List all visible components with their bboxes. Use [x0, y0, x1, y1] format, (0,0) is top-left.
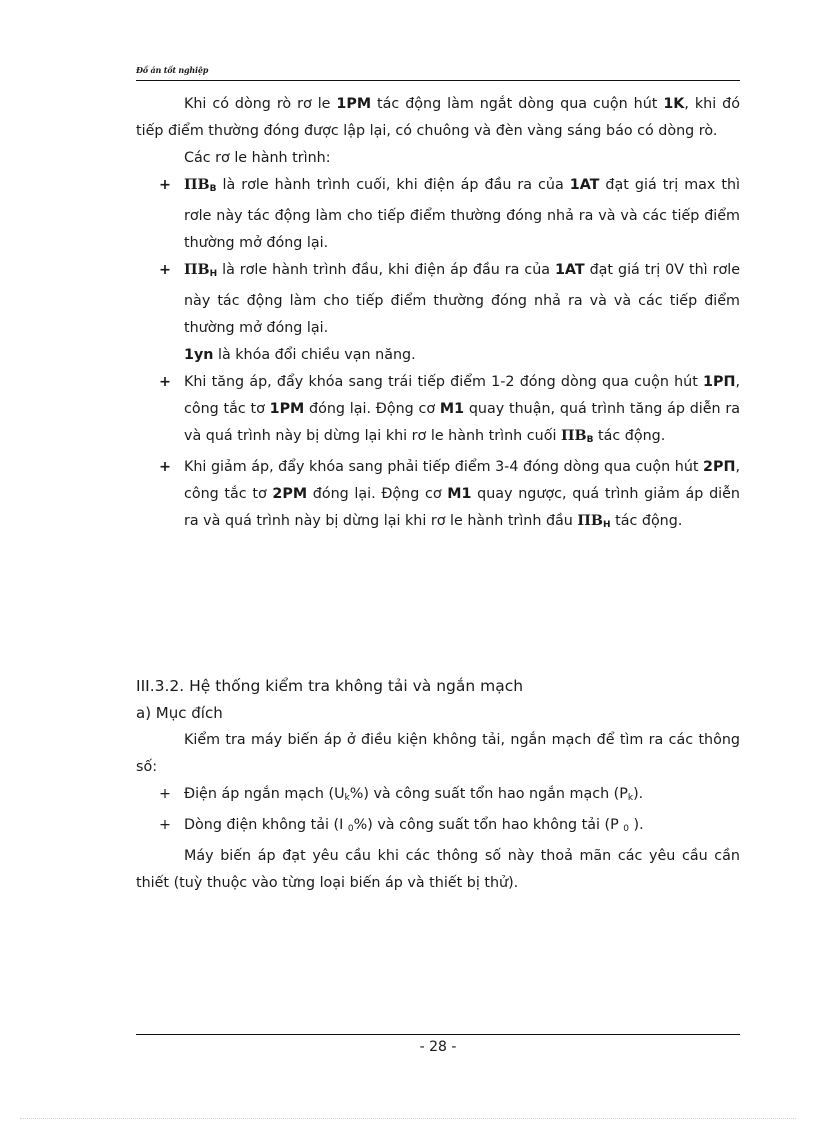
bullet-marker: +	[159, 459, 171, 475]
paragraph: Các rơ le hành trình:	[184, 150, 331, 166]
running-header: Đồ án tốt nghiệp	[136, 65, 209, 75]
page-number: - 28 -	[419, 1039, 457, 1055]
bullet-item: + Khi tăng áp, đẩy khóa sang trái tiếp điểm 1-2 đóng dòng qua cuộn hút 1PП, công tắc tơ 1PM đóng lại. Động cơ M1 quay thuận, quá trình tăng áp diễn ra và quá trình này bị dừng lại khi rơ le hành trình cuối $ПВ_B$ tác động.	[136, 369, 740, 454]
bullet-item: + Điện áp ngắn mạch (Uk%) và công suất tổn hao ngắn mạch (Pk).	[136, 781, 740, 812]
bullet-item: + $ПВ_H$ là rơle hành trình đầu, khi điện áp đầu ra của 1AT đạt giá trị 0V thì rơle này tác động làm cho tiếp điểm thường đóng nhả ra và và các tiếp điểm thường mở đóng lại.	[136, 257, 740, 342]
document-body	[136, 91, 740, 897]
bullet-marker: +	[159, 817, 171, 833]
footer-rule	[136, 1034, 740, 1035]
bullet-marker: +	[159, 786, 171, 802]
paragraph: Máy biến áp đạt yêu cầu khi các thông số này thoả mãn các yêu cầu cần thiết (tuỳ thuộc vào từng loại biến áp và thiết bị thử).	[136, 848, 740, 891]
page-bottom-dotted-line	[20, 1118, 796, 1119]
bullet-marker: +	[159, 177, 171, 193]
subsection-heading: a) Mục đích	[136, 704, 223, 722]
paragraph: Kiểm tra máy biến áp ở điều kiện không tải, ngắn mạch để tìm ra các thông số:	[136, 732, 740, 775]
paragraph: 1yn là khóa đổi chiều vạn năng.	[184, 347, 416, 363]
bullet-marker: +	[159, 374, 171, 390]
header-rule	[136, 80, 740, 81]
bullet-item: + $ПВ_B$ là rơle hành trình cuối, khi điện áp đầu ra của 1AT đạt giá trị max thì rơle này tác động làm cho tiếp điểm thường đóng nhả ra và và các tiếp điểm thường mở đóng lại.	[136, 172, 740, 257]
bullet-item: + Dòng điện không tải (I 0%) và công suất tổn hao không tải (P 0 ).	[136, 812, 740, 843]
vertical-gap	[136, 539, 740, 673]
section-heading: III.3.2. Hệ thống kiểm tra không tải và ngắn mạch	[136, 677, 524, 695]
bullet-marker: +	[159, 262, 171, 278]
bullet-item: + Khi giảm áp, đẩy khóa sang phải tiếp điểm 3-4 đóng dòng qua cuộn hút 2PП, công tắc tơ 2PM đóng lại. Động cơ M1 quay ngược, quá trình giảm áp diễn ra và quá trình này bị dừng lại khi rơ le hành trình đầu $ПВ_H$ tác động.	[136, 454, 740, 539]
paragraph: Khi có dòng rò rơ le 1PM tác động làm ngắt dòng qua cuộn hút 1K, khi đó tiếp điểm thường đóng được lập lại, có chuông và đèn vàng sáng báo có dòng rò.	[136, 96, 740, 139]
